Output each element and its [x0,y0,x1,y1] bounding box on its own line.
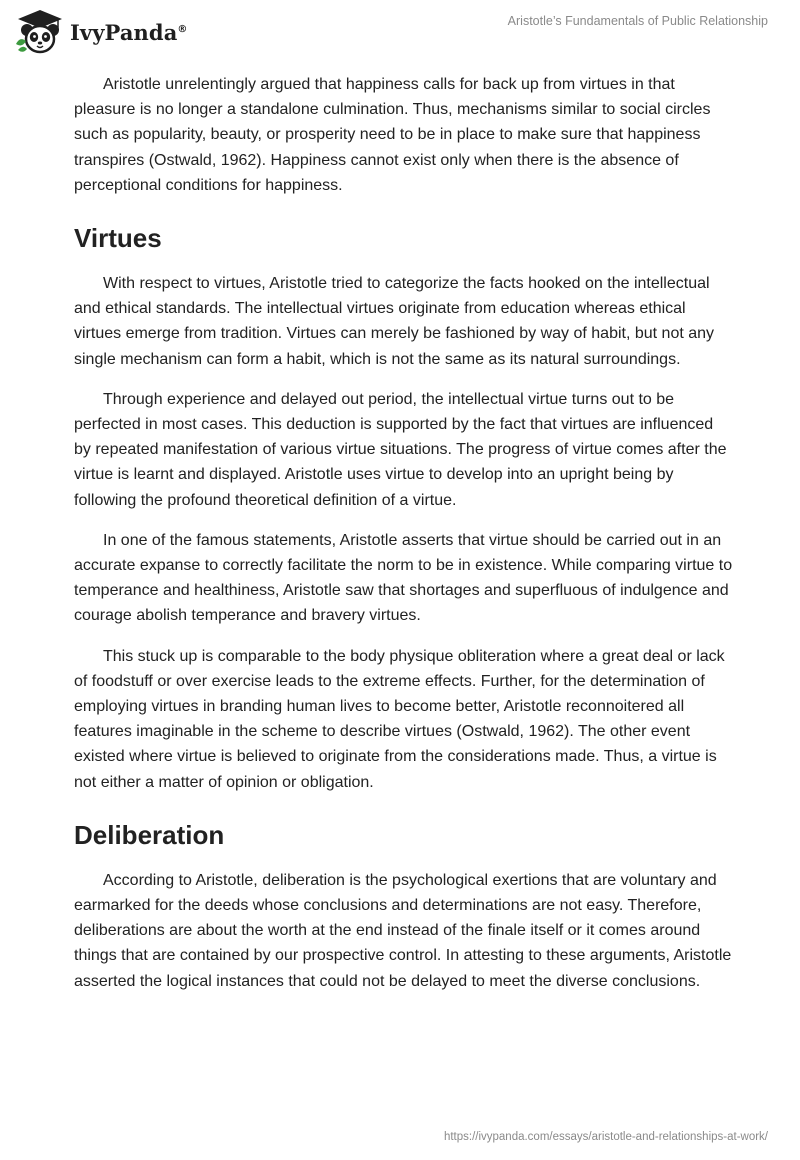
source-url[interactable]: https://ivypanda.com/essays/aristotle-and-relationships-at-work/ [443,1131,768,1143]
panda-graduate-icon [14,8,66,56]
registered-mark: ® [177,23,188,35]
paragraph-virtues-4: This stuck up is comparable to the body physique obliteration where a great deal or lack of foodstuff or over exercise leads to the extreme effects. Further, for the determination of employing virtues in branding human lives to become better, Aristotle reconnoitered all features imaginable in the scheme to describe virtues (Ostwald, 1962). The other event existed where virtue is believed to originate from the considerations made. Thus, a virtue is not either a matter of opinion or obligation. [74,647,725,791]
paragraph-virtues-3: In one of the famous statements, Aristotle asserts that virtue should be carried out in an accurate expanse to correctly facilitate the norm to be in existence. While comparing virtue to temperance and healthiness, Aristotle saw that shortages and superfluous of indulgence and courage abolish temperance and bravery virtues. [74,531,733,625]
page-header [0,0,800,62]
logo-name: IvyPanda [70,19,178,45]
paragraph-intro: Aristotle unrelentingly argued that happiness calls for back up from virtues in that pleasure is no longer a standalone culmination. Thus, mechanisms similar to social circles such as popularity, beauty, or prosperity need to be in place to make sure that happiness transpires (Ostwald, 1962). Happiness cannot exist only when there is the absence of perceptional conditions for happiness. [74,76,711,194]
ivypanda-logo[interactable] [14,8,188,56]
essay-body [74,72,734,1009]
logo-wordmark [70,20,188,45]
paragraph-deliberation-1: According to Aristotle, deliberation is the psychological exertions that are voluntary and earmarked for the deeds whose conclusions and determinations are not easy. Therefore, deliberations are about the worth at the end instead of the finale itself or it comes around things that are contained by our prospective control. In attesting to these arguments, Aristotle asserted the logical instances that could not be delayed to meet the diverse conclusions. [74,871,732,990]
heading-virtues: Virtues [74,223,162,254]
document-title: Aristotle’s Fundamentals of Public Relationship [507,14,768,28]
heading-deliberation: Deliberation [74,819,225,850]
paragraph-virtues-1: With respect to virtues, Aristotle tried to categorize the facts hooked on the intellectual and ethical standards. The intellectual virtues originate from education whereas ethical virtues emerge from tradition. Virtues can merely be fashioned by way of habit, but not any single mechanism can form a habit, which is not the same as its natural surroundings. [74,275,715,368]
paragraph-virtues-2: Through experience and delayed out period, the intellectual virtue turns out to be perfected in most cases. This deduction is supported by the fact that virtues are influenced by repeated manifestation of various virtue situations. The progress of virtue comes after the virtue is learnt and displayed. Aristotle uses virtue to develop into an upright being by following the profound theoretical definition of a virtue. [74,390,727,509]
